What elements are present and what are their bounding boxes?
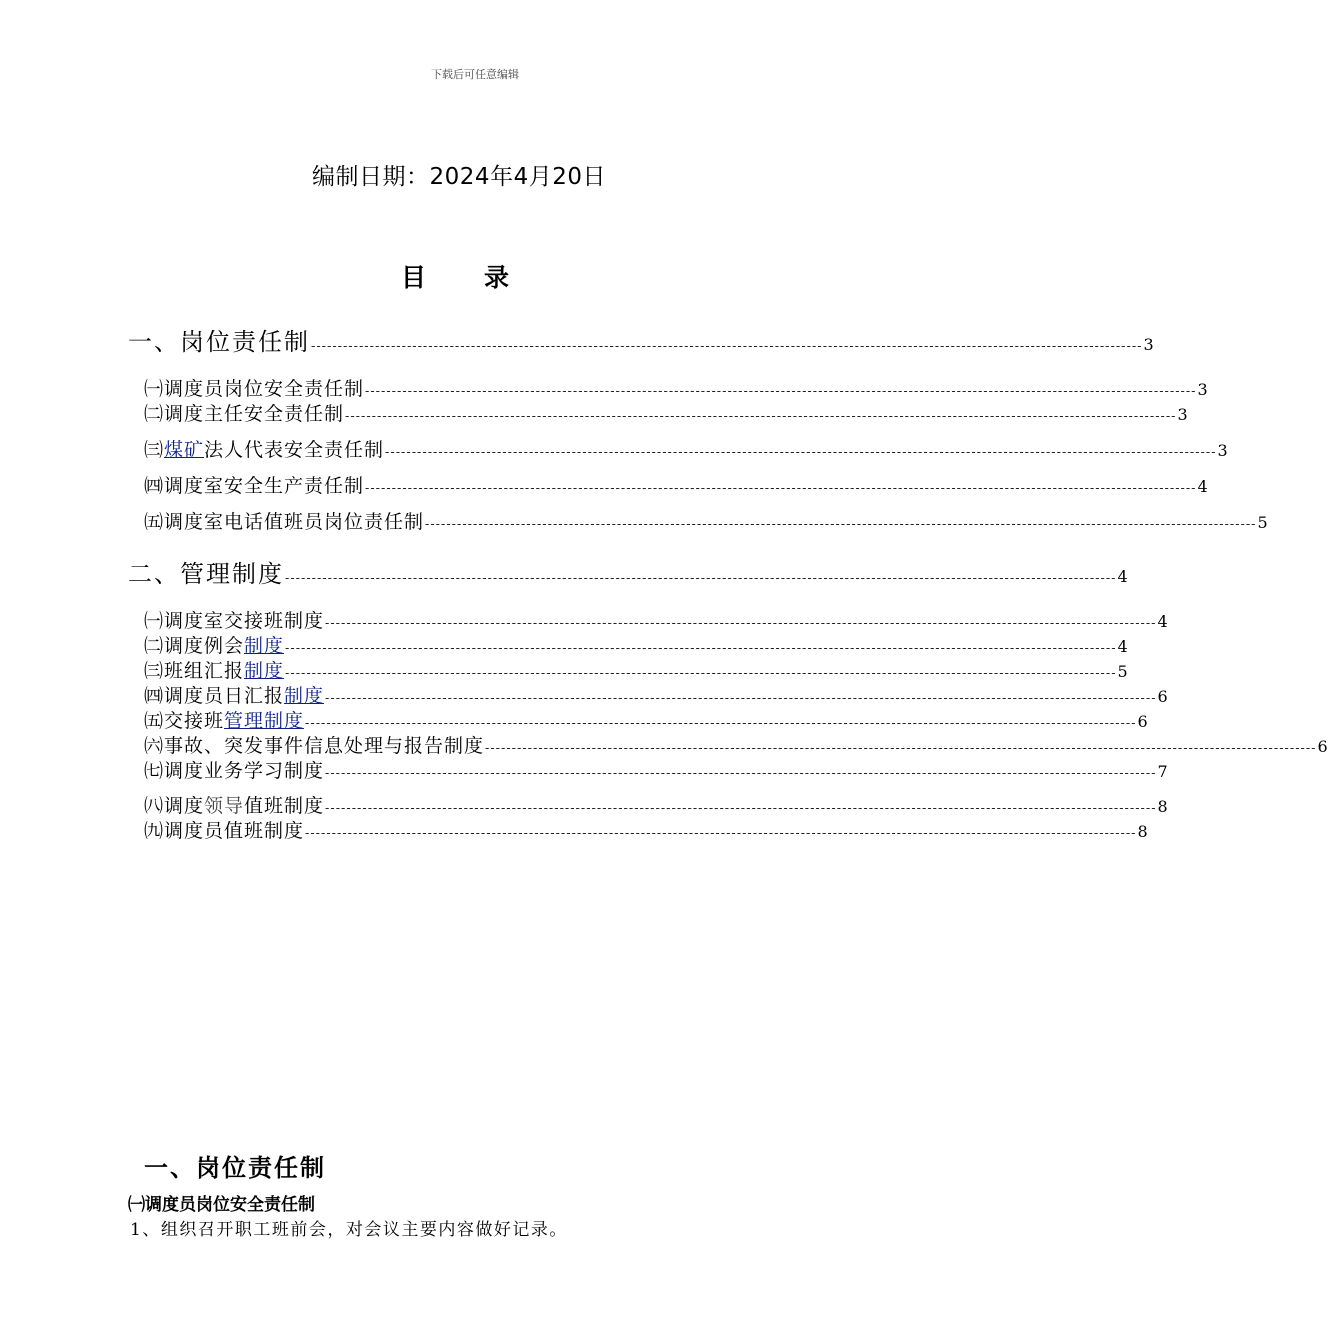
toc-entry-label-text: ㈡调度例会 (144, 635, 245, 657)
toc-leader: ------------------------------------------------------------------------------------------------------------------------------------------------------------ (325, 766, 1157, 780)
toc-entry-label: ㈤调度室电话值班员岗位责任制 (144, 511, 425, 533)
body-paragraph: 1、组织召开职工班前会，对会议主要内容做好记录。 (130, 1220, 568, 1240)
toc-page-number: 8 (1137, 822, 1148, 841)
toc-leader: ------------------------------------------------------------------------------------------------------------------------------------------------------------ (385, 445, 1217, 459)
toc-leader: ------------------------------------------------------------------------------------------------------------------------------------------------------------ (365, 481, 1197, 495)
toc-page-number: 4 (1197, 477, 1208, 496)
toc-leader: ------------------------------------------------------------------------------------------------------------------------------------------------------------ (305, 716, 1137, 730)
toc-entry[interactable] (144, 471, 1208, 498)
toc-leader: ------------------------------------------------------------------------------------------------------------------------------------------------------------ (325, 616, 1157, 630)
toc-entry-label (144, 681, 324, 708)
toc-page-number: 4 (1117, 637, 1128, 656)
toc-entry[interactable] (144, 816, 1148, 843)
toc-entry[interactable] (144, 435, 1228, 462)
toc-entry-light-text: 领导 (204, 795, 245, 817)
toc-leader: ------------------------------------------------------------------------------------------------------------------------------------------------------------ (365, 384, 1197, 398)
toc-entry-label: ㈨调度员值班制度 (144, 820, 305, 842)
toc-leader: ------------------------------------------------------------------------------------------------------------------------------------------------------------ (425, 517, 1257, 531)
toc-entry-label (144, 791, 324, 818)
toc-entry-label: 二、管理制度 (128, 560, 284, 588)
toc-title (0, 258, 910, 294)
toc-entry-link[interactable]: 制度 (284, 685, 325, 707)
toc-entry-label: ㈠调度员岗位安全责任制 (144, 378, 365, 400)
toc-entry[interactable] (144, 791, 1168, 818)
toc-page-number: 5 (1117, 662, 1128, 681)
toc-entry[interactable] (144, 656, 1128, 683)
toc-entry-link[interactable]: 煤矿 (164, 439, 205, 461)
toc-page-number: 6 (1137, 712, 1148, 731)
toc-leader: ------------------------------------------------------------------------------------------------------------------------------------------------------------ (485, 741, 1317, 755)
toc-entry-label-rest: 值班制度 (244, 795, 325, 817)
toc-page-number: 3 (1177, 405, 1188, 424)
toc-entry-label-text: ㈣调度员日汇报 (144, 685, 285, 707)
toc-entry-label: 一、岗位责任制 (128, 328, 310, 356)
toc-entry-section1[interactable] (128, 322, 1154, 357)
toc-title-right: 录 (484, 263, 510, 292)
toc-entry-label (144, 435, 384, 462)
toc-entry-label (144, 706, 304, 733)
toc-page-number: 5 (1257, 513, 1268, 532)
toc-entry-label-text: ㈤交接班 (144, 710, 225, 732)
toc-entry[interactable] (144, 374, 1208, 401)
toc-entry[interactable] (144, 756, 1168, 783)
toc-entry-label: ㈦调度业务学习制度 (144, 760, 325, 782)
toc-entry-label-rest: 法人代表安全责任制 (204, 439, 385, 461)
toc-leader: ------------------------------------------------------------------------------------------------------------------------------------------------------------ (325, 801, 1157, 815)
toc-entry-section2[interactable] (128, 554, 1128, 589)
toc-entry[interactable] (144, 631, 1128, 658)
toc-entry-label: ㈠调度室交接班制度 (144, 610, 325, 632)
toc-page-number: 6 (1157, 687, 1168, 706)
section-heading: 一、岗位责任制 (144, 1154, 326, 1182)
toc-leader: ------------------------------------------------------------------------------------------------------------------------------------------------------------ (305, 826, 1137, 840)
toc-page-number: 3 (1143, 335, 1154, 354)
toc-page-number: 4 (1157, 612, 1168, 631)
toc-leader: ------------------------------------------------------------------------------------------------------------------------------------------------------------ (325, 691, 1157, 705)
toc-page-number: 3 (1197, 380, 1208, 399)
toc-page-number: 8 (1157, 797, 1168, 816)
toc-leader: ------------------------------------------------------------------------------------------------------------------------------------------------------------ (285, 641, 1117, 655)
toc-entry-link[interactable]: 管理制度 (224, 710, 305, 732)
toc-leader: ------------------------------------------------------------------------------------------------------------------------------------------------------------ (345, 409, 1177, 423)
toc-entry-label: ㈡调度主任安全责任制 (144, 403, 345, 425)
header-note: 下载后可任意编辑 (431, 68, 519, 81)
compile-date: 编制日期：2024年4月20日 (312, 164, 606, 190)
section-subheading: ㈠调度员岗位安全责任制 (128, 1195, 315, 1215)
toc-page-number: 6 (1317, 737, 1328, 756)
toc-entry[interactable] (144, 706, 1148, 733)
toc-entry-link[interactable]: 制度 (244, 660, 285, 682)
toc-entry-link[interactable]: 制度 (244, 635, 285, 657)
toc-leader: ------------------------------------------------------------------------------------------------------------------------------------------------------------ (311, 339, 1143, 353)
toc-entry-label (144, 631, 284, 658)
toc-entry-label: ㈣调度室安全生产责任制 (144, 475, 365, 497)
toc-entry-prefix: ㈢ (144, 439, 165, 461)
toc-page-number: 4 (1117, 567, 1128, 586)
toc-entry[interactable] (144, 507, 1268, 534)
toc-title-left: 目 (400, 263, 426, 292)
toc-leader: ------------------------------------------------------------------------------------------------------------------------------------------------------------ (285, 666, 1117, 680)
toc-entry-label (144, 656, 284, 683)
toc-page-number: 3 (1217, 441, 1228, 460)
toc-leader: ------------------------------------------------------------------------------------------------------------------------------------------------------------ (285, 571, 1117, 585)
toc-entry[interactable] (144, 681, 1168, 708)
toc-entry-label: ㈥事故、突发事件信息处理与报告制度 (144, 735, 485, 757)
toc-entry[interactable] (144, 606, 1168, 633)
toc-entry-prefix: ㈧调度 (144, 795, 205, 817)
toc-entry-label-text: ㈢班组汇报 (144, 660, 245, 682)
toc-entry[interactable] (144, 399, 1188, 426)
toc-entry[interactable] (144, 731, 1328, 758)
toc-page-number: 7 (1157, 762, 1168, 781)
